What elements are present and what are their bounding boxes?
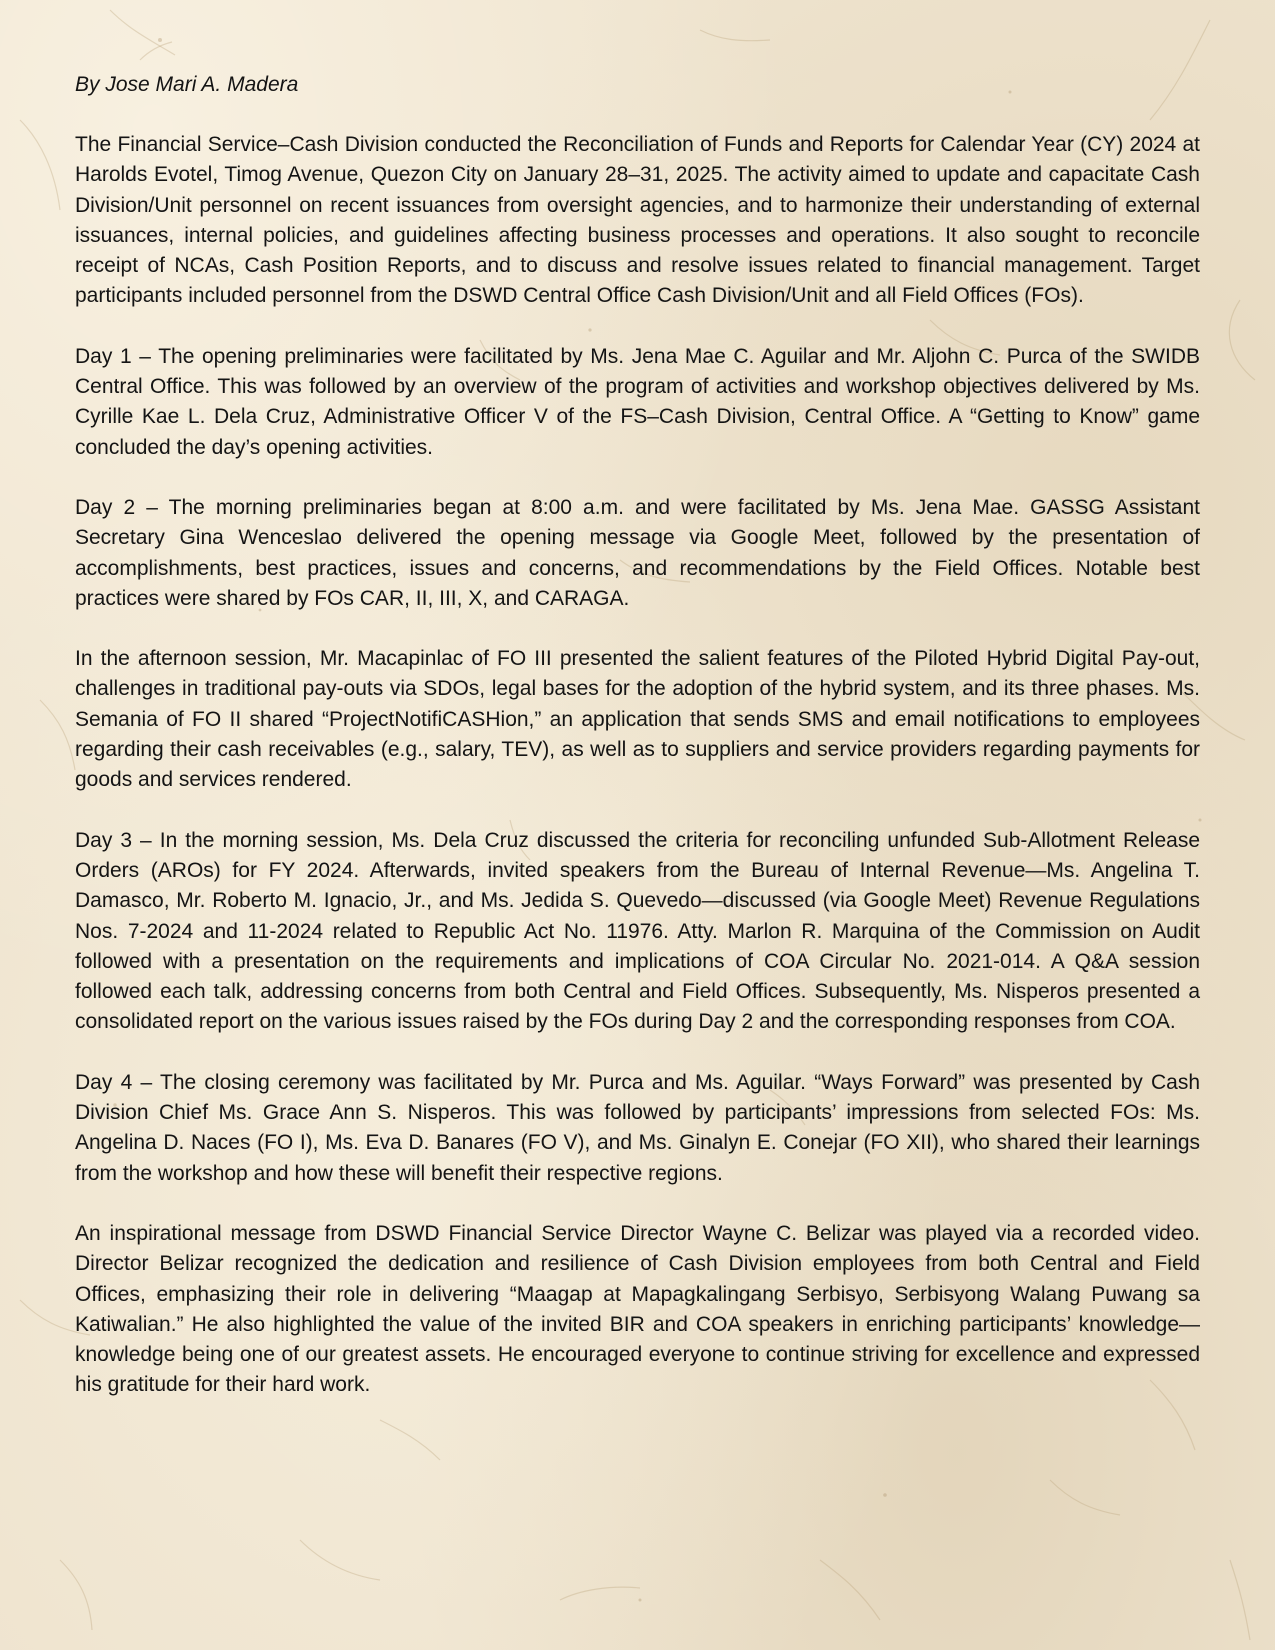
paragraph-intro: The Financial Service–Cash Division conducted the Reconciliation of Funds and Reports for Calendar Year (CY) 2024 at Harolds Evotel, Timog Avenue, Quezon City on January 28–31, 2025. The activity aimed to update and capacitate Cash Division/Unit personnel on recent issuances from oversight agencies, and to harmonize their understanding of external issuances, internal policies, and guidelines affecting business processes and operations. It also sought to reconcile receipt of NCAs, Cash Position Reports, and to discuss and resolve issues related to financial management. Target participants included personnel from the DSWD Central Office Cash Division/Unit and all Field Offices (FOs). [75,133,1200,308]
paragraph-day-4: Day 4 – The closing ceremony was facilitated by Mr. Purca and Ms. Aguilar. “Ways Forward” was presented by Cash Division Chief Ms. Grace Ann S. Nisperos. This was followed by participants’ impressions from selected FOs: Ms. Angelina D. Naces (FO I), Ms. Eva D. Banares (FO V), and Ms. Ginalyn E. Conejar (FO XII), who shared their learnings from the workshop and how these will benefit their respective regions. [75,1070,1200,1185]
paragraph-day-3: Day 3 – In the morning session, Ms. Dela Cruz discussed the criteria for reconciling unfunded Sub-Allotment Release Orders (AROs) for FY 2024. Afterwards, invited speakers from the Bureau of Internal Revenue—Ms. Angelina T. Damasco, Mr. Roberto M. Ignacio, Jr., and Ms. Jedida S. Quevedo—discussed (via Google Meet) Revenue Regulations Nos. 7-2024 and 11-2024 related to Republic Act No. 11976. Atty. Marlon R. Marquina of the Commission on Audit followed with a presentation on the requirements and implications of COA Circular No. 2021-014. A Q&A session followed each talk, addressing concerns from both Central and Field Offices. Subsequently, Ms. Nisperos presented a consolidated report on the various issues raised by the FOs during Day 2 and the corresponding responses from COA. [75,828,1200,1034]
byline: By Jose Mari A. Madera [75,73,299,96]
article [75,70,1200,1431]
paragraph-closing-message: An inspirational message from DSWD Financial Service Director Wayne C. Belizar was played via a recorded video. Director Belizar recognized the dedication and resilience of Cash Division employees from both Central and Field Offices, emphasizing their role in delivering “Maagap at Mapagkalingang Serbisyo, Serbisyong Walang Puwang sa Katiwalian.” He also highlighted the value of the invited BIR and COA speakers in enriching participants’ knowledge—knowledge being one of our greatest assets. He encouraged everyone to continue striving for excellence and expressed his gratitude for their hard work. [75,1221,1200,1397]
paragraph-day-2: Day 2 – The morning preliminaries began at 8:00 a.m. and were facilitated by Ms. Jena Mae. GASSG Assistant Secretary Gina Wenceslao delivered the opening message via Google Meet, followed by the presentation of accomplishments, best practices, issues and concerns, and recommendations by the Field Offices. Notable best practices were shared by FOs CAR, II, III, X, and CARAGA. [75,495,1200,610]
paragraph-afternoon-session: In the afternoon session, Mr. Macapinlac of FO III presented the salient features of the Piloted Hybrid Digital Pay-out, challenges in traditional pay-outs via SDOs, legal bases for the adoption of the hybrid system, and its three phases. Ms. Semania of FO II shared “ProjectNotifiCASHion,” an application that sends SMS and email notifications to employees regarding their cash receivables (e.g., salary, TEV), as well as to suppliers and service providers regarding payments for goods and services rendered. [75,647,1200,792]
paragraph-day-1: Day 1 – The opening preliminaries were facilitated by Ms. Jena Mae C. Aguilar and Mr. Aljohn C. Purca of the SWIDB Central Office. This was followed by an overview of the program of activities and workshop objectives delivered by Ms. Cyrille Kae L. Dela Cruz, Administrative Officer V of the FS–Cash Division, Central Office. A “Getting to Know” game concluded the day’s opening activities. [75,344,1200,459]
